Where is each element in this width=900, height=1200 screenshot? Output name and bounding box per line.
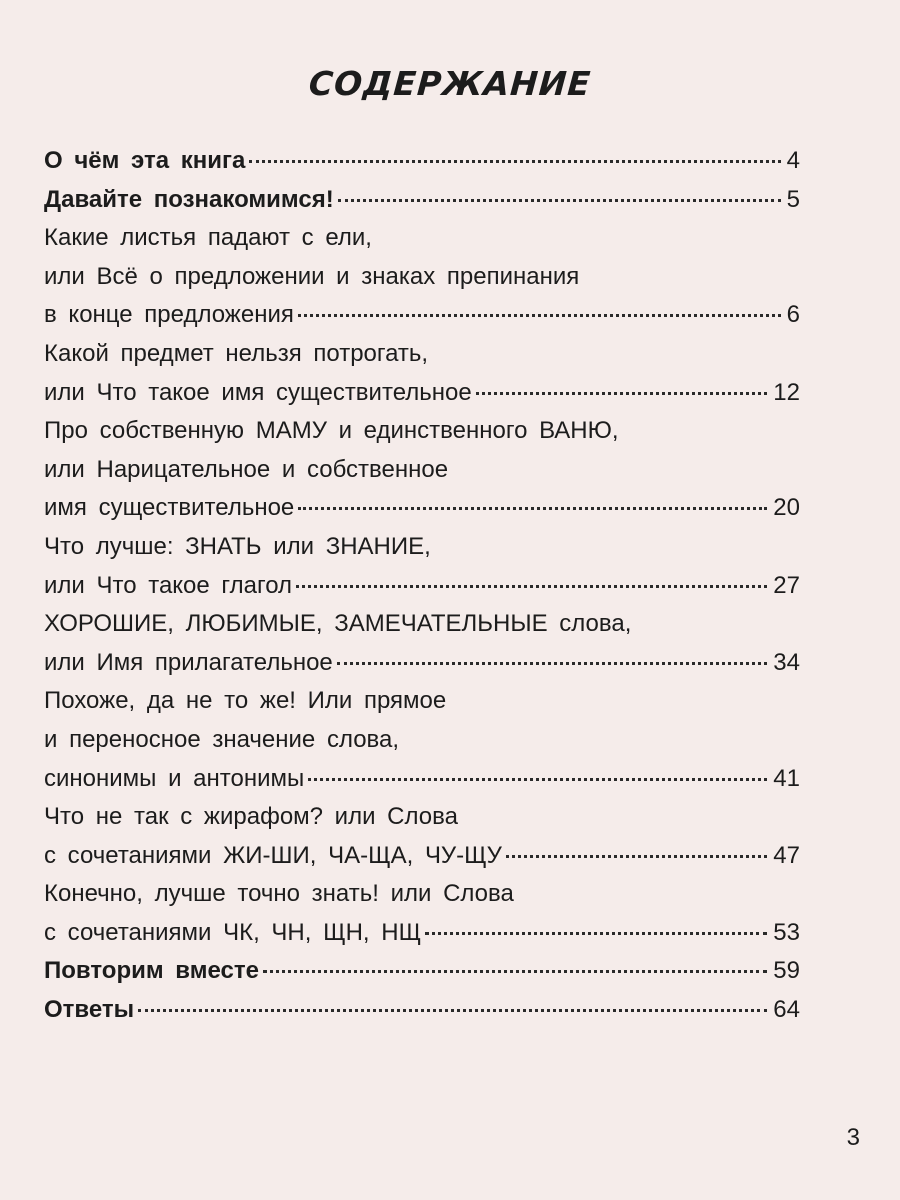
toc-entry-text: Про собственную МАМУ и единственного ВАНЮ,	[44, 417, 619, 445]
dot-leader	[298, 314, 781, 317]
toc-line	[44, 721, 800, 760]
toc-entry-text: Что лучше: ЗНАТЬ или ЗНАНИЕ,	[44, 532, 431, 560]
toc-entry-text: Давайте познакомимся!	[44, 185, 334, 213]
toc-entry-text: или Всё о предложении и знаках препинания	[44, 262, 580, 290]
toc-entry-text: Похоже, да не то же! Или прямое	[44, 687, 447, 715]
toc-page-number: 20	[773, 494, 800, 522]
toc-page-number: 6	[786, 301, 800, 329]
table-of-contents	[44, 142, 800, 1030]
toc-line	[44, 181, 800, 220]
dot-leader	[337, 662, 768, 665]
page-number: 3	[846, 1124, 860, 1151]
toc-line	[44, 142, 800, 181]
toc-line	[44, 335, 800, 374]
page-title: СОДЕРЖАНИЕ	[307, 64, 593, 103]
toc-line	[44, 528, 800, 567]
toc-page-number: 5	[786, 185, 800, 213]
toc-page-number: 4	[786, 147, 800, 174]
toc-entry-text: Ответы	[44, 996, 135, 1024]
toc-line	[44, 952, 800, 991]
toc-line	[44, 644, 800, 683]
toc-line	[44, 875, 800, 914]
toc-entry-text: с сочетаниями ЧК, ЧН, ЩН, НЩ	[44, 918, 422, 946]
toc-entry-text: или Имя прилагательное	[44, 648, 333, 676]
dot-leader	[476, 392, 768, 395]
toc-entry-text: Какой предмет нельзя потрогать,	[44, 339, 429, 367]
toc-entry-text: в конце предложения	[44, 301, 294, 329]
toc-line	[44, 374, 800, 413]
dot-leader	[138, 1009, 767, 1012]
toc-line	[44, 219, 800, 258]
toc-entry-text: Какие листья падают с ели,	[44, 224, 372, 252]
toc-entry-text: или Нарицательное и собственное	[44, 455, 449, 483]
toc-page-number: 41	[773, 764, 800, 792]
toc-entry-text: Конечно, лучше точно знать! или Слова	[44, 880, 514, 908]
toc-page-number: 34	[773, 648, 800, 676]
toc-entry-text: или Что такое глагол	[44, 571, 293, 599]
toc-line	[44, 489, 800, 528]
toc-entry-text: Повторим вместе	[44, 957, 259, 985]
toc-line	[44, 296, 800, 335]
dot-leader	[298, 507, 767, 510]
toc-page-number: 27	[773, 571, 800, 599]
toc-line	[44, 914, 800, 953]
dot-leader	[296, 585, 767, 588]
toc-entry-text: ХОРОШИЕ, ЛЮБИМЫЕ, ЗАМЕЧАТЕЛЬНЫЕ слова,	[44, 610, 632, 638]
dot-leader	[249, 160, 780, 163]
toc-line	[44, 760, 800, 799]
toc-entry-text: и переносное значение слова,	[44, 725, 400, 753]
toc-entry-text: с сочетаниями ЖИ-ШИ, ЧА-ЩА, ЧУ-ЩУ	[44, 841, 502, 869]
dot-leader	[425, 932, 767, 935]
dot-leader	[263, 970, 767, 973]
toc-line	[44, 258, 800, 297]
toc-entry-text: или Что такое имя существительное	[44, 378, 472, 406]
toc-line	[44, 798, 800, 837]
toc-line	[44, 567, 800, 606]
toc-entry-text: Что не так с жирафом? или Слова	[44, 803, 458, 831]
toc-line	[44, 991, 800, 1030]
toc-entry-text: О чём эта книга	[44, 147, 246, 174]
toc-line	[44, 605, 800, 644]
toc-line	[44, 451, 800, 490]
toc-line	[44, 682, 800, 721]
toc-entry-text: имя существительное	[44, 494, 295, 522]
toc-line	[44, 837, 800, 876]
toc-entry-text: синонимы и антонимы	[44, 764, 305, 792]
dot-leader	[308, 778, 767, 781]
toc-page-number: 64	[773, 996, 800, 1024]
toc-page-number: 12	[773, 378, 800, 406]
toc-page-number: 53	[773, 918, 800, 946]
toc-page-number: 59	[773, 957, 800, 985]
toc-page-number: 47	[773, 841, 800, 869]
toc-line	[44, 412, 800, 451]
dot-leader	[506, 855, 767, 858]
dot-leader	[338, 199, 781, 202]
